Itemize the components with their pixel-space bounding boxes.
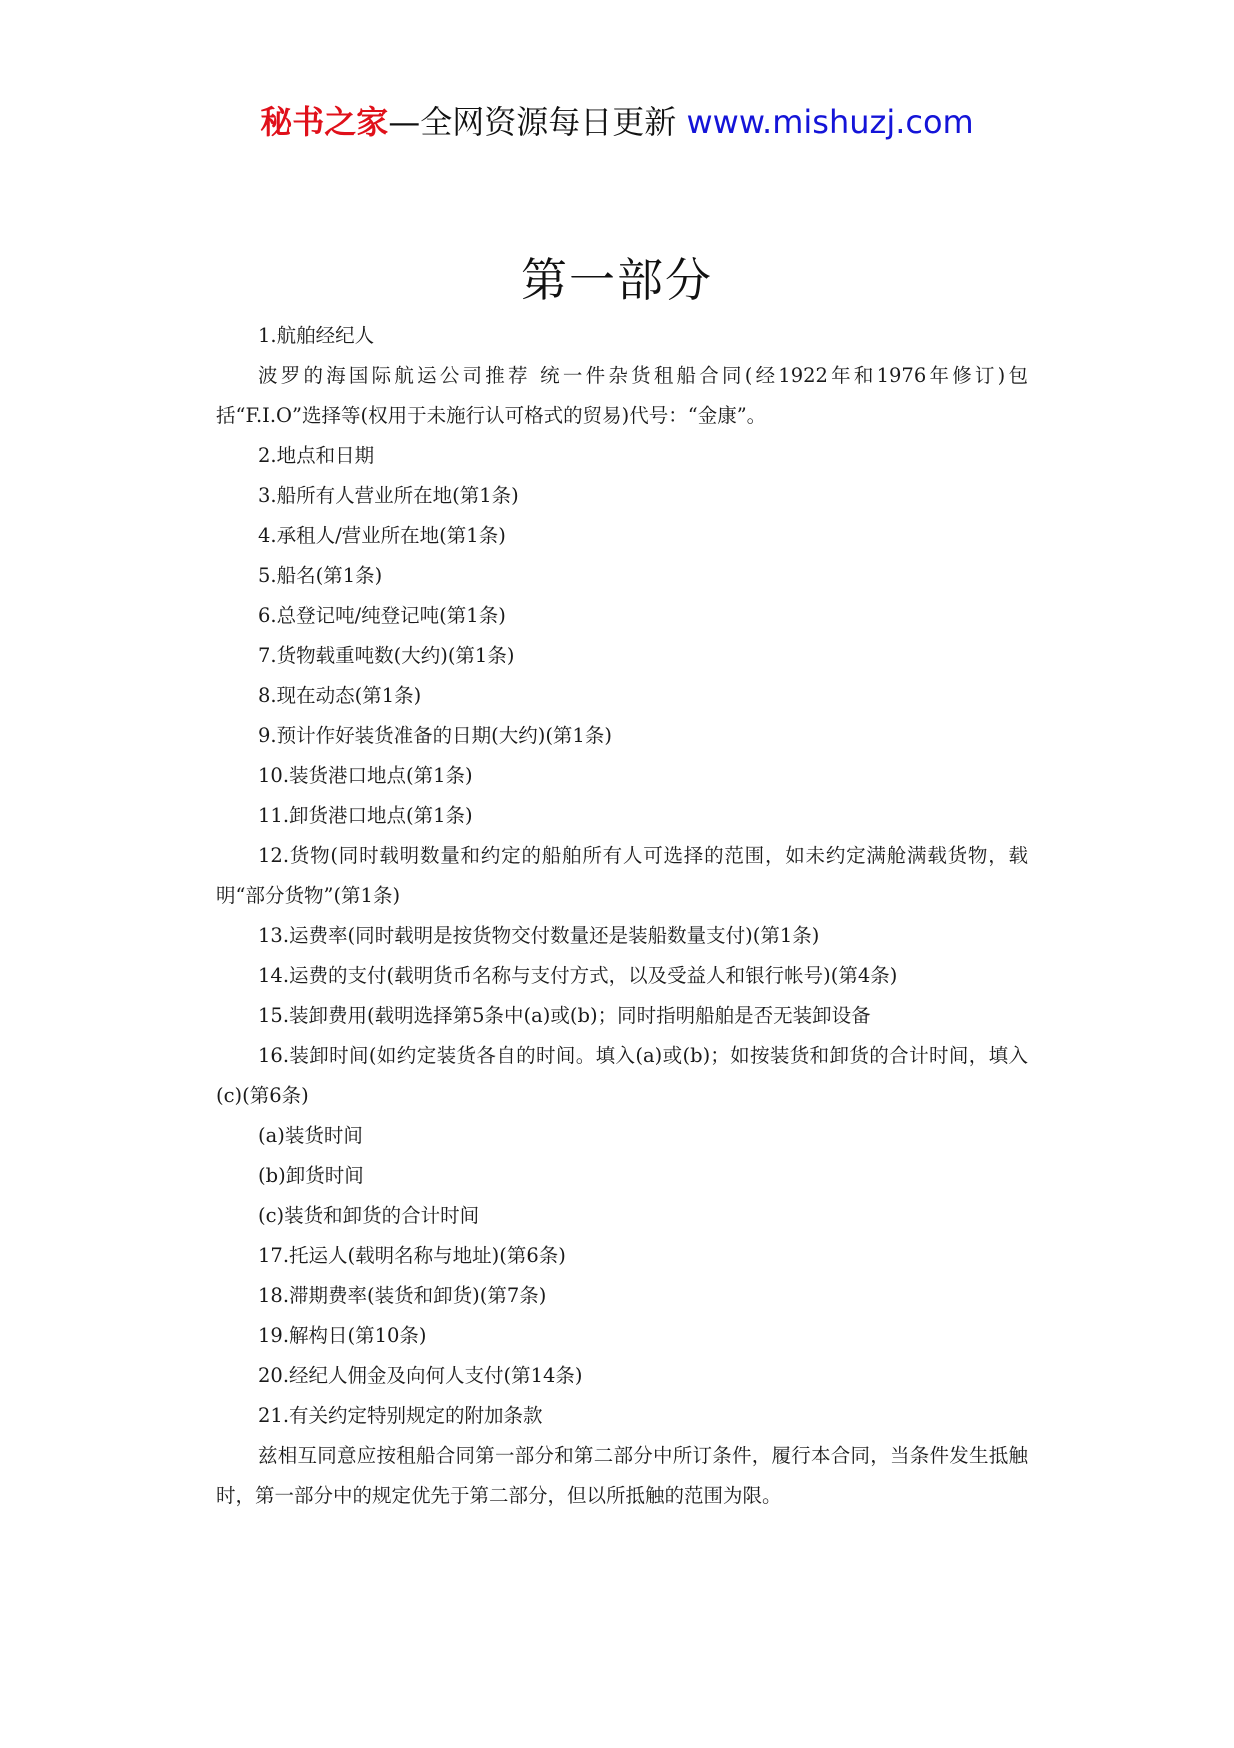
paragraph-20: (c)装货和卸货的合计时间 xyxy=(258,1204,480,1227)
banner-brand: 秘书之家 xyxy=(260,103,389,141)
paragraph-21: 17.托运人(载明名称与地址)(第6条) xyxy=(258,1244,566,1267)
document-body xyxy=(216,316,1028,1516)
paragraph-4: 3.船所有人营业所在地(第1条) xyxy=(258,484,519,507)
paragraph-24: 20.经纪人佣金及向何人支付(第14条) xyxy=(258,1364,583,1387)
paragraph-15: 14.运费的支付(载明货币名称与支付方式，以及受益人和银行帐号)(第4条) xyxy=(258,964,898,987)
banner-url-link[interactable]: www.mishuzj.com xyxy=(686,103,974,141)
paragraph-25: 21.有关约定特别规定的附加条款 xyxy=(258,1404,543,1427)
paragraph-13: 12.货物(同时载明数量和约定的船舶所有人可选择的范围，如未约定满舱满载货物，载明“部分货物”(第1条) xyxy=(216,844,1028,907)
paragraph-23: 19.解构日(第10条) xyxy=(258,1324,427,1347)
paragraph-26: 兹相互同意应按租船合同第一部分和第二部分中所订条件，履行本合同，当条件发生抵触时，第一部分中的规定优先于第二部分，但以所抵触的范围为限。 xyxy=(216,1444,1028,1507)
paragraph-19: (b)卸货时间 xyxy=(258,1164,364,1187)
paragraph-1: 1.航舶经纪人 xyxy=(258,324,375,347)
paragraph-2: 波罗的海国际航运公司推荐 统一件杂货租船合同(经1922年和1976年修订)包括“F.I.O”选择等(权用于未施行认可格式的贸易)代号：“金康”。 xyxy=(216,364,1028,427)
paragraph-6: 5.船名(第1条) xyxy=(258,564,383,587)
page-title: 第一部分 xyxy=(521,253,713,307)
site-banner xyxy=(0,100,1234,144)
paragraph-12: 11.卸货港口地点(第1条) xyxy=(258,804,473,827)
paragraph-17: 16.装卸时间(如约定装货各自的时间。填入(a)或(b)；如按装货和卸货的合计时间，填入(c)(第6条) xyxy=(216,1044,1028,1107)
paragraph-5: 4.承租人/营业所在地(第1条) xyxy=(258,524,506,547)
paragraph-3: 2.地点和日期 xyxy=(258,444,375,467)
banner-slogan: —全网资源每日更新 xyxy=(388,103,677,141)
paragraph-18: (a)装货时间 xyxy=(258,1124,363,1147)
paragraph-9: 8.现在动态(第1条) xyxy=(258,684,422,707)
paragraph-10: 9.预计作好装货准备的日期(大约)(第1条) xyxy=(258,724,612,747)
paragraph-11: 10.装货港口地点(第1条) xyxy=(258,764,473,787)
paragraph-16: 15.装卸费用(载明选择第5条中(a)或(b)；同时指明船舶是否无装卸设备 xyxy=(258,1004,871,1027)
paragraph-7: 6.总登记吨/纯登记吨(第1条) xyxy=(258,604,506,627)
paragraph-8: 7.货物载重吨数(大约)(第1条) xyxy=(258,644,515,667)
paragraph-22: 18.滞期费率(装货和卸货)(第7条) xyxy=(258,1284,547,1307)
paragraph-14: 13.运费率(同时载明是按货物交付数量还是装船数量支付)(第1条) xyxy=(258,924,820,947)
